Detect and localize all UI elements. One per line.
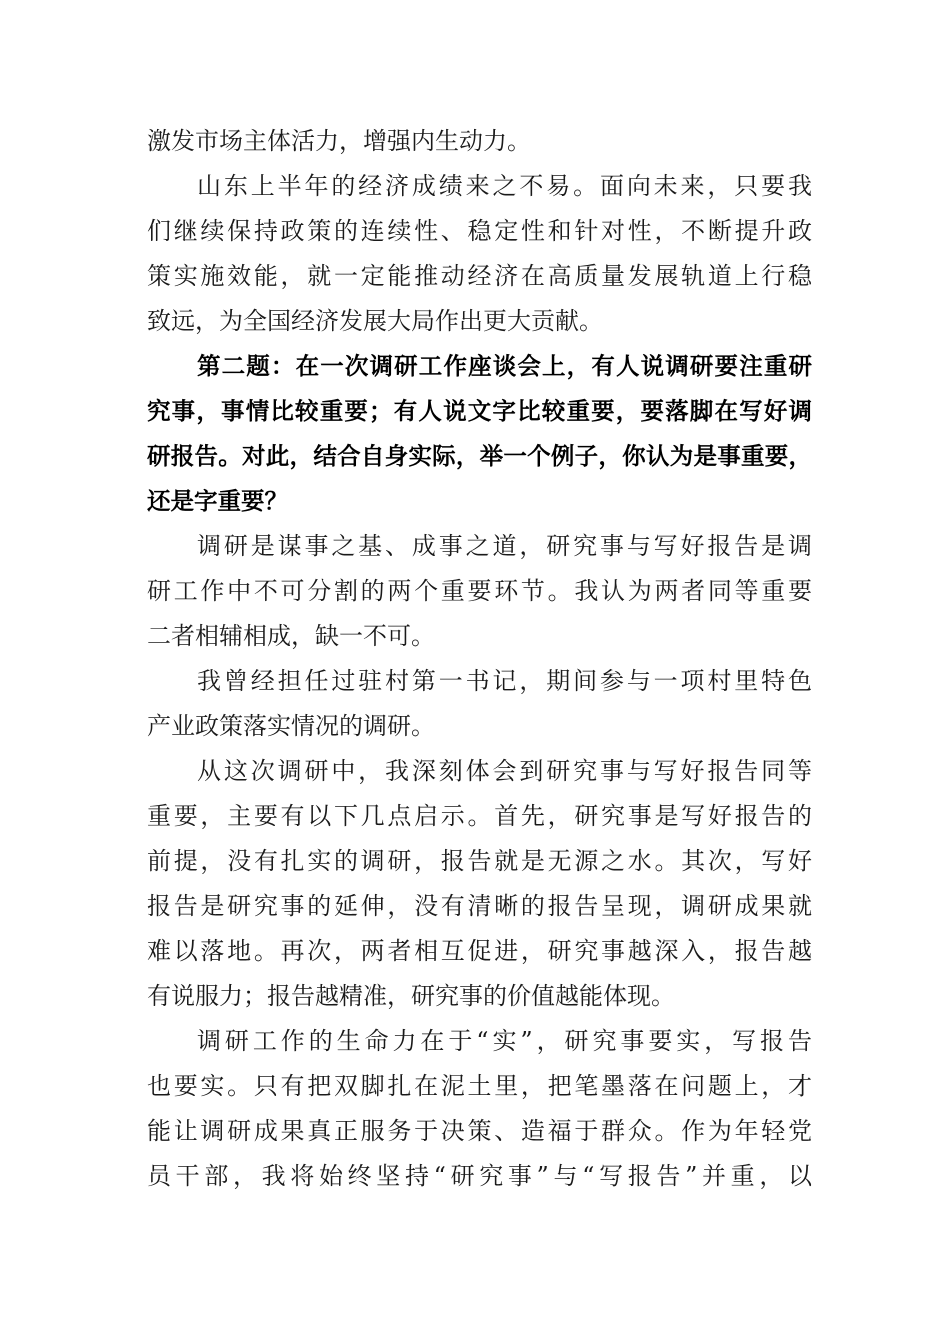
text-line: 报告是研究事的延伸，没有清晰的报告呈现，调研成果就: [147, 892, 812, 920]
text-line: 们继续保持政策的连续性、稳定性和针对性，不断提升政: [147, 217, 812, 245]
paragraph-insights: [147, 749, 812, 1019]
text-line: 重要，主要有以下几点启示。首先，研究事是写好报告的: [147, 802, 812, 830]
text-line: 第二题：在一次调研工作座谈会上，有人说调研要注重研: [197, 352, 812, 380]
text-line: 山东上半年的经济成绩来之不易。面向未来，只要我: [197, 172, 812, 200]
text-line: 研工作中不可分割的两个重要环节。我认为两者同等重要: [147, 577, 812, 605]
text-line: 二者相辅相成，缺一不可。: [147, 622, 435, 650]
text-line: 激发市场主体活力，增强内生动力。: [147, 127, 531, 155]
text-line: 还是字重要？: [147, 487, 288, 515]
text-line: 从这次调研中，我深刻体会到研究事与写好报告同等: [197, 757, 812, 785]
text-line: 究事，事情比较重要；有人说文字比较重要，要落脚在写好调: [147, 397, 812, 425]
text-line: 研报告。对此，结合自身实际，举一个例子，你认为是事重要，: [147, 442, 812, 470]
text-line: 致远，为全国经济发展大局作出更大贡献。: [147, 307, 603, 335]
question-heading: [147, 344, 812, 524]
text-line: 也要实。只有把双脚扎在泥土里，把笔墨落在问题上，才: [147, 1072, 812, 1100]
text-line: 前提，没有扎实的调研，报告就是无源之水。其次，写好: [147, 847, 812, 875]
paragraph-thesis: [147, 524, 812, 659]
text-line: 难以落地。再次，两者相互促进，研究事越深入，报告越: [147, 937, 812, 965]
paragraph-example: [147, 659, 812, 749]
paragraph-shandong-economy: [147, 164, 812, 344]
text-line: 产业政策落实情况的调研。: [147, 712, 435, 740]
text-line: 有说服力；报告越精准，研究事的价值越能体现。: [147, 982, 675, 1010]
text-line: 调研是谋事之基、成事之道，研究事与写好报告是调: [197, 532, 812, 560]
text-line: 策实施效能，就一定能推动经济在高质量发展轨道上行稳: [147, 262, 812, 290]
paragraph-conclusion: [147, 1019, 812, 1199]
text-line: 调研工作的生命力在于“实”，研究事要实，写报告: [197, 1027, 812, 1055]
paragraph-continuation: [147, 119, 812, 164]
text-line: 员干部，我将始终坚持“研究事”与“写报告”并重，以: [147, 1162, 812, 1190]
document-body: [147, 119, 812, 1199]
text-line: 能让调研成果真正服务于决策、造福于群众。作为年轻党: [147, 1117, 812, 1145]
text-line: 我曾经担任过驻村第一书记，期间参与一项村里特色: [197, 667, 812, 695]
